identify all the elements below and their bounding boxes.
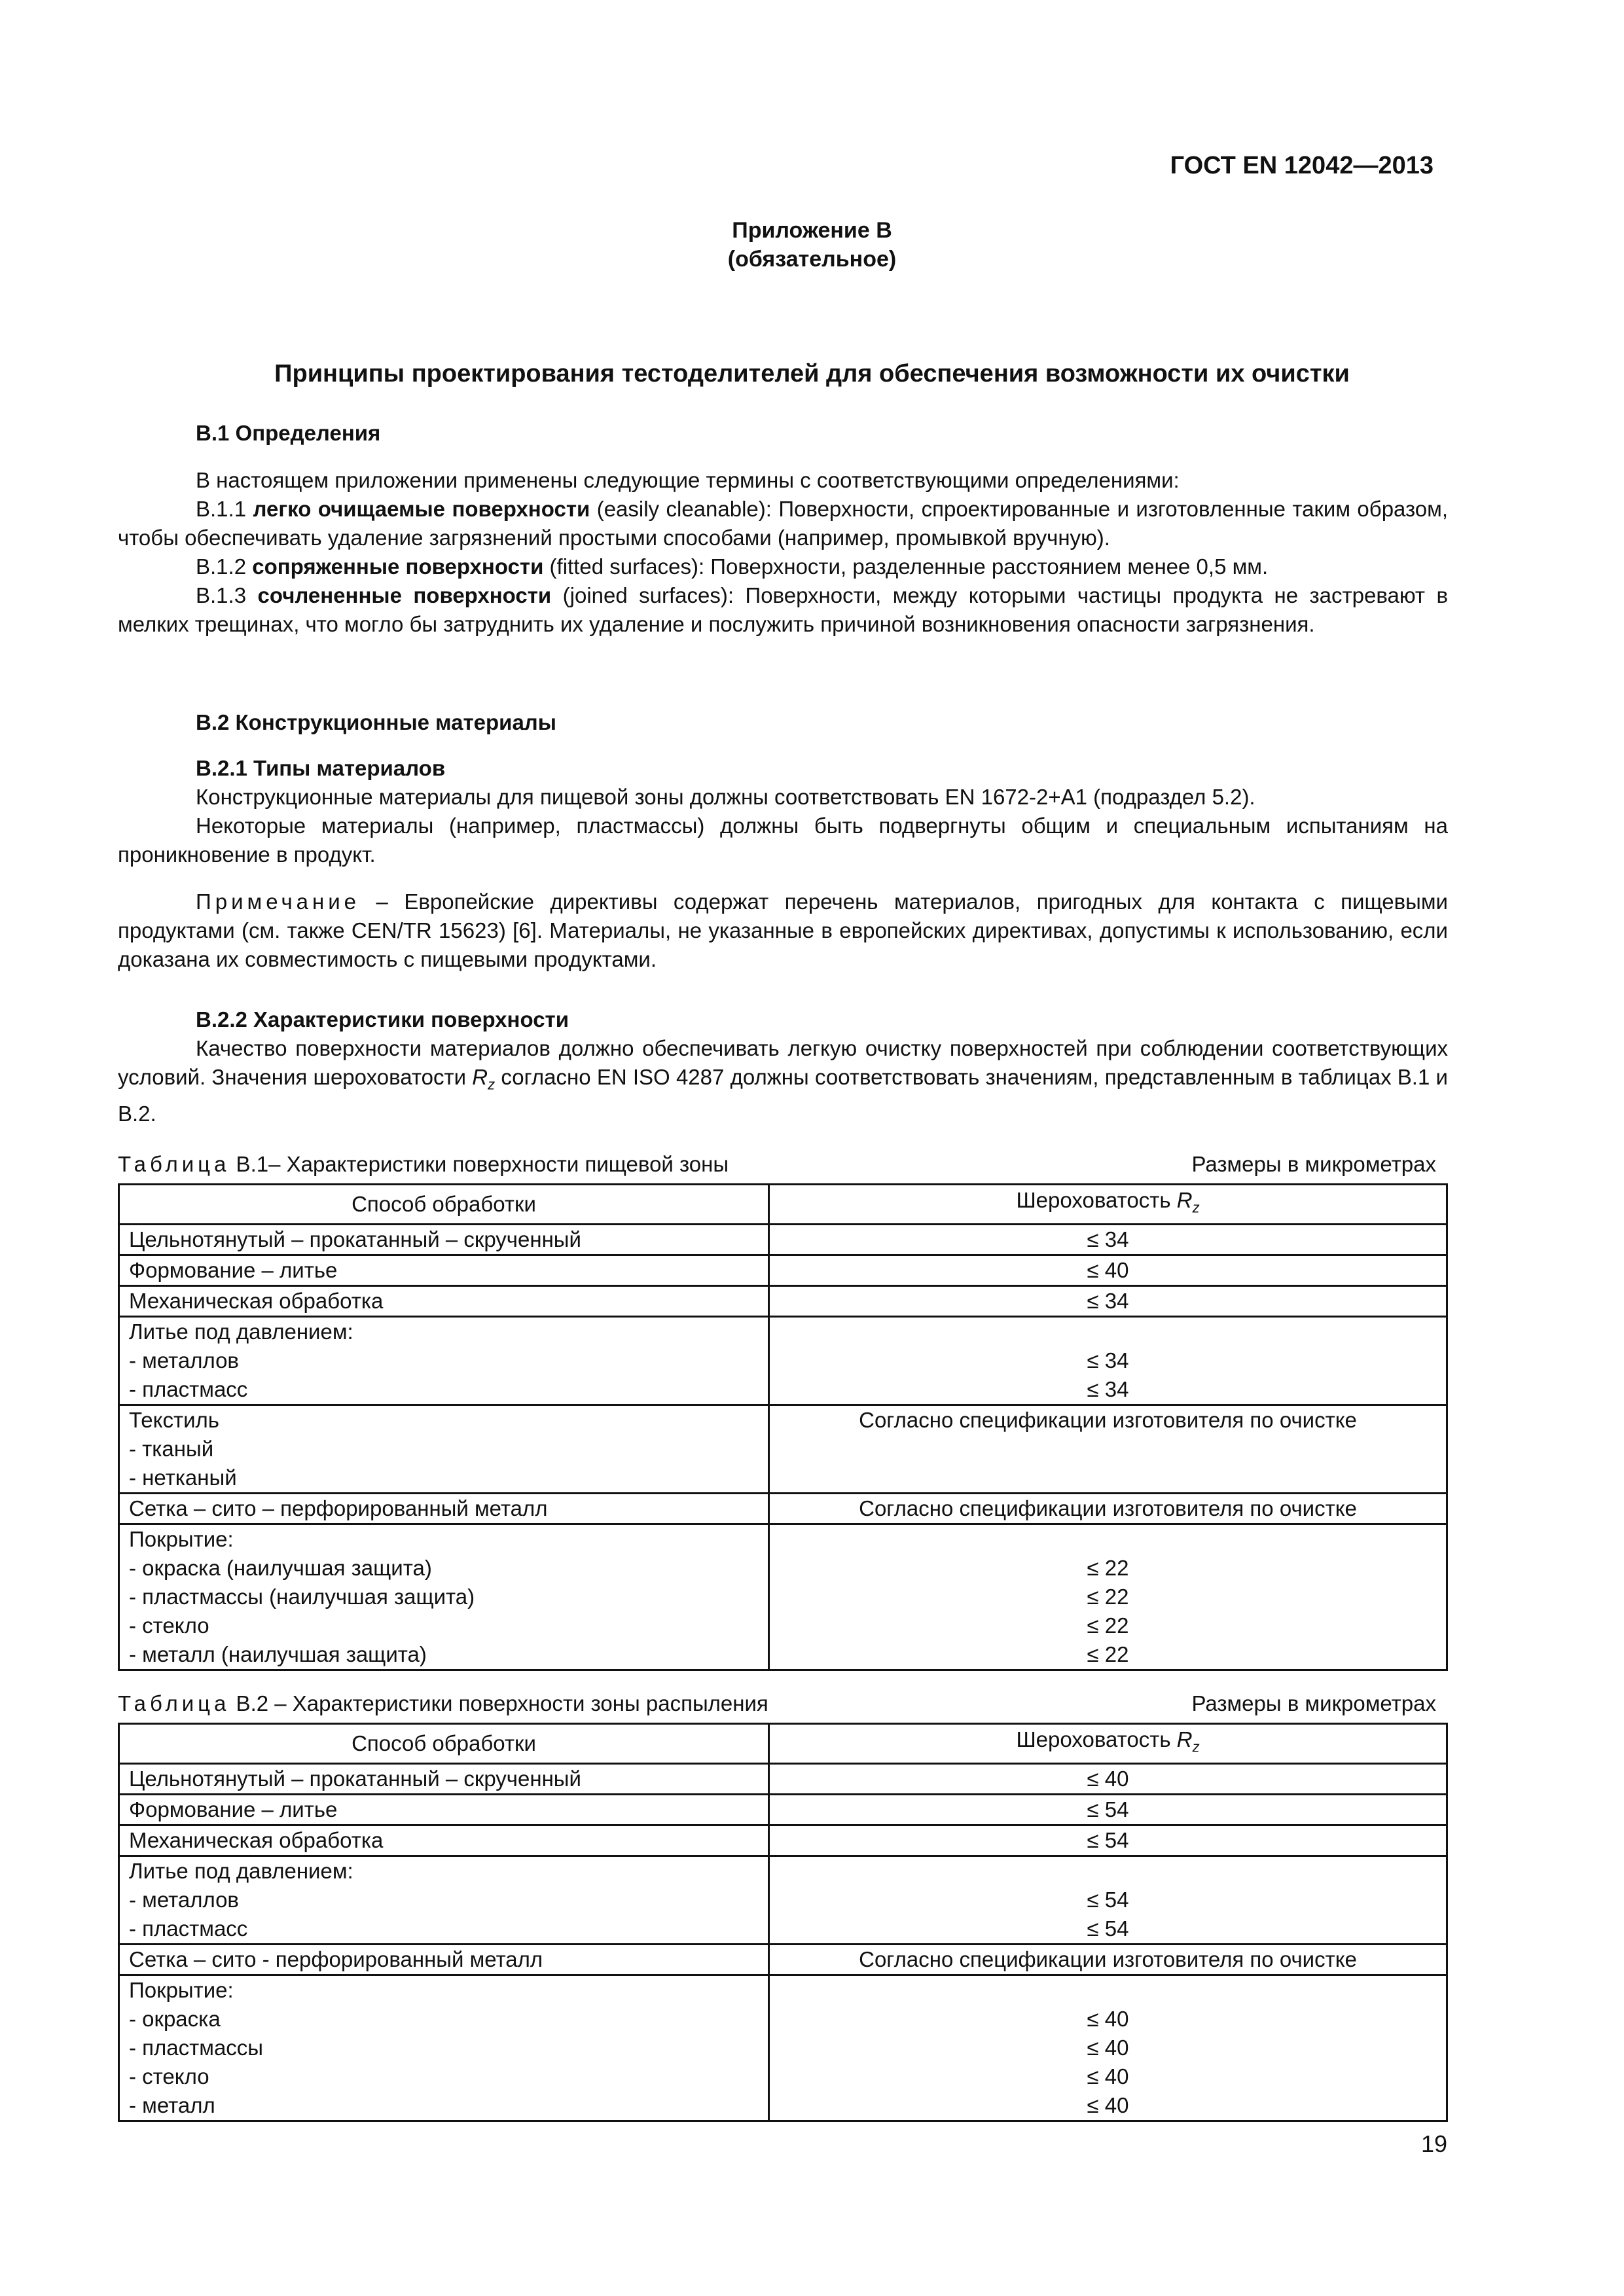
method-line: - пластмассы — [129, 2036, 264, 2060]
b12-text: (fitted surfaces): Поверхности, разделенные расстоянием менее 0,5 мм. — [543, 554, 1269, 579]
method-line: - металлов — [129, 1888, 239, 1912]
table1-caption — [118, 1152, 1436, 1177]
table-row — [119, 1856, 1447, 1945]
table-row — [119, 1764, 1447, 1795]
table2-col2-label: Шероховатость — [1016, 1727, 1177, 1752]
method-line: Цельнотянутый – прокатанный – скрученный — [129, 1227, 581, 1251]
method-line: Покрытие: — [129, 1978, 234, 2002]
method-cell — [119, 1795, 769, 1825]
method-line: - стекло — [129, 1613, 209, 1638]
roughness-value: ≤ 40 — [1087, 2093, 1129, 2117]
method-line: Литье под давлением: — [129, 1859, 353, 1883]
section-b1 — [118, 419, 1448, 448]
method-line: Литье под давлением: — [129, 1319, 353, 1344]
roughness-value: ≤ 34 — [1087, 1289, 1129, 1313]
method-line: - металл — [129, 2093, 215, 2117]
section-b1-body — [118, 466, 1448, 639]
section-b22-heading: В.2.2 Характеристики поверхности — [196, 1007, 569, 1031]
b21-paragraph-2: Некоторые материалы (например, пластмассы) должны быть подвергнуты общим и специальным испытаниям на проникновение в продукт. — [118, 814, 1448, 867]
table1-caption-text: В.1– Характеристики поверхности пищевой зоны — [230, 1152, 729, 1176]
roughness-cell — [769, 1856, 1447, 1945]
roughness-cell — [769, 1795, 1447, 1825]
method-line: Формование – литье — [129, 1797, 338, 1821]
roughness-value: Согласно спецификации изготовителя по очистке — [859, 1408, 1357, 1432]
method-line: Текстиль — [129, 1408, 219, 1432]
table1-units: Размеры в микрометрах — [1191, 1152, 1436, 1176]
table2-col2-rz-sub: z — [1192, 1738, 1200, 1755]
table2-body — [119, 1764, 1447, 2121]
roughness-value: ≤ 34 — [1087, 1227, 1129, 1251]
roughness-value: ≤ 40 — [1087, 2036, 1129, 2060]
roughness-value — [779, 1435, 1437, 1463]
annex-status: (обязательное) — [727, 247, 897, 272]
b22-text-b: согласно EN ISO 4287 должны соответствовать значениям, представленным в таблицах В.1 и В.2. — [118, 1065, 1448, 1126]
table2 — [118, 1723, 1448, 2122]
table2-caption — [118, 1691, 1436, 1716]
page-number: 19 — [1420, 2130, 1447, 2157]
section-b1-heading: В.1 Определения — [196, 421, 381, 445]
method-line: Формование – литье — [129, 1258, 338, 1282]
roughness-cell — [769, 1255, 1447, 1286]
method-cell — [119, 1825, 769, 1856]
roughness-cell — [769, 1225, 1447, 1255]
roughness-cell — [769, 1286, 1447, 1317]
table2-caption-label: Таблица — [118, 1691, 230, 1715]
roughness-value: ≤ 34 — [1087, 1348, 1129, 1372]
roughness-value: ≤ 40 — [1087, 1767, 1129, 1791]
b22-paragraph — [118, 1034, 1448, 1128]
table-row — [119, 1975, 1447, 2121]
method-cell — [119, 1945, 769, 1975]
table1-body — [119, 1225, 1447, 1670]
table2-col2-rz: R — [1176, 1727, 1193, 1752]
roughness-cell — [769, 1975, 1447, 2121]
method-line: Механическая обработка — [129, 1289, 384, 1313]
method-cell — [119, 1286, 769, 1317]
rz-symbol: R — [472, 1065, 488, 1089]
table1-col1-header: Способ обработки — [119, 1185, 769, 1225]
table-row — [119, 1494, 1447, 1524]
b13-number: В.1.3 — [196, 583, 258, 607]
roughness-value: ≤ 40 — [1087, 2007, 1129, 2031]
b13-text: (joined surfaces): Поверхности, между которыми частицы продукта не застревают в мелких трещинах, что могло бы затруднить их удаление и послужить причиной возникновения опасности загрязнения. — [118, 583, 1448, 636]
b12-number: В.1.2 — [196, 554, 253, 579]
roughness-value: ≤ 34 — [1087, 1377, 1129, 1401]
table-row — [119, 1405, 1447, 1494]
method-line: - пластмасс — [129, 1377, 248, 1401]
b11-text: (easily cleanable): Поверхности, спроектированные и изготовленные таким образом, чтобы обеспечивать удаление загрязнений простыми способами (например, промывкой вручную). — [118, 497, 1448, 550]
b22-text-a: Качество поверхности материалов должно обеспечивать легкую очистку поверхностей при соблюдении соответствующих условий. Значения шероховатости — [118, 1036, 1448, 1089]
method-cell — [119, 1255, 769, 1286]
table2-col2-header — [769, 1724, 1447, 1764]
table1 — [118, 1183, 1448, 1671]
method-cell — [119, 1225, 769, 1255]
table2-header-row — [119, 1724, 1447, 1764]
roughness-cell — [769, 1524, 1447, 1670]
roughness-value: Согласно спецификации изготовителя по очистке — [859, 1496, 1357, 1520]
roughness-value: ≤ 40 — [1087, 2064, 1129, 2089]
section-b22 — [118, 1005, 1448, 1128]
definition-b11 — [118, 495, 1448, 552]
method-line: - металл (наилучшая защита) — [129, 1642, 427, 1666]
table-row — [119, 1225, 1447, 1255]
b21-paragraph-1: Конструкционные материалы для пищевой зоны должны соответствовать EN 1672-2+A1 (подраздел 5.2). — [196, 785, 1255, 809]
note-label: Примечание — [196, 889, 361, 914]
method-line: - пластмасс — [129, 1916, 248, 1941]
method-cell — [119, 1856, 769, 1945]
method-cell — [119, 1975, 769, 2121]
b12-term: сопряженные поверхности — [252, 554, 544, 579]
table1-col2-rz: R — [1176, 1188, 1193, 1213]
method-cell — [119, 1494, 769, 1524]
table-row — [119, 1524, 1447, 1670]
roughness-value: Согласно спецификации изготовителя по очистке — [859, 1947, 1357, 1971]
roughness-cell — [769, 1825, 1447, 1856]
method-line: - металлов — [129, 1348, 239, 1372]
b11-number: В.1.1 — [196, 497, 253, 521]
definition-b13 — [118, 581, 1448, 639]
definition-b12 — [118, 552, 1448, 581]
annex-main-title: Принципы проектирования тестоделителей для обеспечения возможности их очистки — [274, 360, 1350, 387]
roughness-value — [779, 1463, 1437, 1492]
section-b2-heading: В.2 Конструкционные материалы — [196, 710, 556, 734]
method-line: Сетка – сито - перфорированный металл — [129, 1947, 543, 1971]
annex-title: Приложение В — [732, 218, 892, 243]
table1-col2-rz-sub: z — [1192, 1199, 1200, 1216]
table1-caption-label: Таблица — [118, 1152, 230, 1176]
roughness-value: ≤ 22 — [1087, 1556, 1129, 1580]
table2-col1-header: Способ обработки — [119, 1724, 769, 1764]
roughness-value: ≤ 22 — [1087, 1642, 1129, 1666]
roughness-cell — [769, 1405, 1447, 1494]
b11-term: легко очищаемые поверхности — [253, 497, 590, 521]
roughness-value: ≤ 54 — [1087, 1828, 1129, 1852]
method-line: Цельнотянутый – прокатанный – скрученный — [129, 1767, 581, 1791]
table1-header-row — [119, 1185, 1447, 1225]
table-row — [119, 1825, 1447, 1856]
roughness-value: ≤ 54 — [1087, 1888, 1129, 1912]
method-line: - нетканый — [129, 1465, 237, 1490]
b13-term: сочлененные поверхности — [257, 583, 552, 607]
method-line: - окраска (наилучшая защита) — [129, 1556, 432, 1580]
roughness-value: ≤ 22 — [1087, 1585, 1129, 1609]
roughness-cell — [769, 1945, 1447, 1975]
method-line: - пластмассы (наилучшая защита) — [129, 1585, 475, 1609]
method-cell — [119, 1764, 769, 1795]
method-line: - стекло — [129, 2064, 209, 2089]
method-cell — [119, 1524, 769, 1670]
roughness-value — [779, 1525, 1437, 1554]
note — [118, 888, 1448, 974]
method-line: Покрытие: — [129, 1527, 234, 1551]
document-code: ГОСТ EN 12042—2013 — [1170, 152, 1434, 179]
note-paragraph — [118, 888, 1448, 974]
roughness-value: ≤ 22 — [1087, 1613, 1129, 1638]
table-row — [119, 1317, 1447, 1405]
roughness-value: ≤ 40 — [1087, 1258, 1129, 1282]
roughness-cell — [769, 1494, 1447, 1524]
table-row — [119, 1945, 1447, 1975]
table1-col2-label: Шероховатость — [1016, 1188, 1177, 1213]
annex-heading — [0, 216, 1624, 274]
section-b21 — [118, 754, 1448, 869]
method-line: - тканый — [129, 1437, 214, 1461]
section-b21-heading: В.2.1 Типы материалов — [196, 756, 446, 780]
note-text: – Европейские директивы содержат перечень материалов, пригодных для контакта с пищевыми продуктами (см. также CEN/TR 15623) [6]. Материалы, не указанные в европейских директивах, допустимы к использованию, если доказана их совместимость с пищевыми продуктами. — [118, 889, 1448, 971]
roughness-value — [779, 1976, 1437, 2005]
roughness-value: ≤ 54 — [1087, 1916, 1129, 1941]
roughness-value: ≤ 54 — [1087, 1797, 1129, 1821]
section-b2 — [118, 708, 1448, 737]
method-cell — [119, 1405, 769, 1494]
b1-intro: В настоящем приложении применены следующие термины с соответствующими определениями: — [196, 468, 1180, 492]
rz-subscript: z — [488, 1076, 496, 1093]
table-row — [119, 1286, 1447, 1317]
table-row — [119, 1255, 1447, 1286]
roughness-cell — [769, 1764, 1447, 1795]
table1-col2-header — [769, 1185, 1447, 1225]
roughness-cell — [769, 1317, 1447, 1405]
table2-caption-text: В.2 – Характеристики поверхности зоны распыления — [230, 1691, 768, 1715]
method-line: Механическая обработка — [129, 1828, 384, 1852]
roughness-value — [779, 1857, 1437, 1886]
method-line: Сетка – сито – перфорированный металл — [129, 1496, 548, 1520]
method-line: - окраска — [129, 2007, 221, 2031]
table-row — [119, 1795, 1447, 1825]
table2-units: Размеры в микрометрах — [1191, 1691, 1436, 1715]
method-cell — [119, 1317, 769, 1405]
roughness-value — [779, 1318, 1437, 1346]
